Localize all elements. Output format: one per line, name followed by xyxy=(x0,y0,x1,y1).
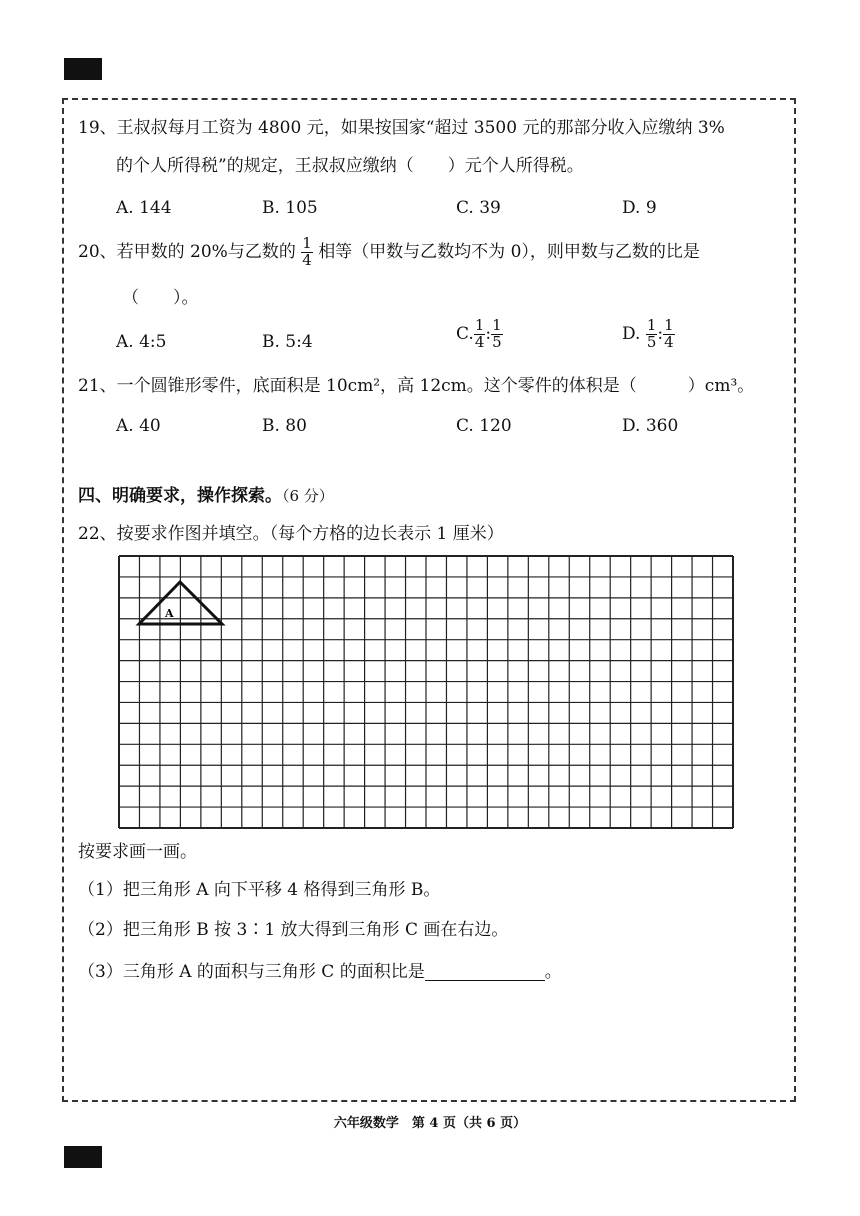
q22-step-3-end: 。 xyxy=(544,962,562,982)
q20-option-d-frac2 xyxy=(663,318,675,351)
q21-option-b: B. 80 xyxy=(262,416,307,436)
q22-step-1: （1）把三角形 A 向下平移 4 格得到三角形 B。 xyxy=(78,880,441,900)
q20-prefix: 20、若甲数的 20%与乙数的 xyxy=(78,241,296,262)
q22-step-3-text: （3）三角形 A 的面积与三角形 C 的面积比是 xyxy=(78,962,425,982)
answer-blank[interactable] xyxy=(425,962,545,981)
q20-option-c-prefix: C. xyxy=(456,323,474,344)
grid-lines xyxy=(119,556,733,828)
q22-step-3 xyxy=(78,962,562,981)
section-4-heading xyxy=(78,488,334,505)
q19-option-a: A. 144 xyxy=(116,198,172,218)
square-grid xyxy=(118,555,734,829)
frac-num: 1 xyxy=(646,316,657,334)
frac-num: 1 xyxy=(492,316,502,334)
q20-option-c xyxy=(456,318,503,351)
q19-option-c: C. 39 xyxy=(456,198,501,218)
q21-option-a: A. 40 xyxy=(116,416,161,436)
frac-den: 5 xyxy=(646,332,657,351)
frac-num: 1 xyxy=(474,316,485,334)
registration-mark-top xyxy=(64,58,102,80)
ratio-colon: : xyxy=(485,323,492,344)
q19-option-b: B. 105 xyxy=(262,198,318,218)
frac-den: 4 xyxy=(474,332,485,351)
q20-fraction xyxy=(301,236,313,269)
q20-frac-num: 1 xyxy=(302,234,312,252)
q20-option-c-frac2 xyxy=(491,318,503,351)
q20-option-a: A. 4:5 xyxy=(116,332,167,352)
frac-den: 4 xyxy=(664,332,674,351)
q21-line1: 21、一个圆锥形零件，底面积是 10cm²，高 12cm。这个零件的体积是（ ）cm³。 xyxy=(78,376,755,396)
q22-instruction: 按要求画一画。 xyxy=(78,842,197,862)
q19-option-d: D. 9 xyxy=(622,198,657,218)
section-4-score: （6 分） xyxy=(282,487,334,505)
q20-option-d-frac1 xyxy=(646,318,658,351)
section-4-title: 四、明确要求，操作探索。 xyxy=(78,486,282,506)
q19-line2: 的个人所得税”的规定，王叔叔应缴纳（ ）元个人所得税。 xyxy=(116,156,584,176)
q22-line1: 22、按要求作图并填空。（每个方格的边长表示 1 厘米） xyxy=(78,524,504,544)
triangle-a-label: A xyxy=(165,607,174,620)
q22-step-2: （2）把三角形 B 按 3∶1 放大得到三角形 C 画在右边。 xyxy=(78,920,509,940)
q21-option-c: C. 120 xyxy=(456,416,512,436)
q20-option-b: B. 5:4 xyxy=(262,332,313,352)
page-footer: 六年级数学 第 4 页（共 6 页） xyxy=(333,1116,527,1131)
q20-line2: （ ）。 xyxy=(122,288,199,308)
q20-frac-den: 4 xyxy=(302,250,312,269)
q21-option-d: D. 360 xyxy=(622,416,679,436)
q20-option-d-prefix: D. xyxy=(622,323,641,344)
q20-option-d xyxy=(622,318,675,351)
frac-den: 5 xyxy=(492,332,502,351)
frac-num: 1 xyxy=(664,316,674,334)
q20-suffix: 相等（甲数与乙数均不为 0），则甲数与乙数的比是 xyxy=(318,241,700,262)
q20-line1 xyxy=(78,236,700,269)
q20-option-c-frac1 xyxy=(474,318,486,351)
q19-line1: 19、王叔叔每月工资为 4800 元，如果按国家“超过 3500 元的那部分收入应缴纳 3% xyxy=(78,118,725,138)
registration-mark-bottom xyxy=(64,1146,102,1168)
ratio-colon: : xyxy=(657,323,664,344)
